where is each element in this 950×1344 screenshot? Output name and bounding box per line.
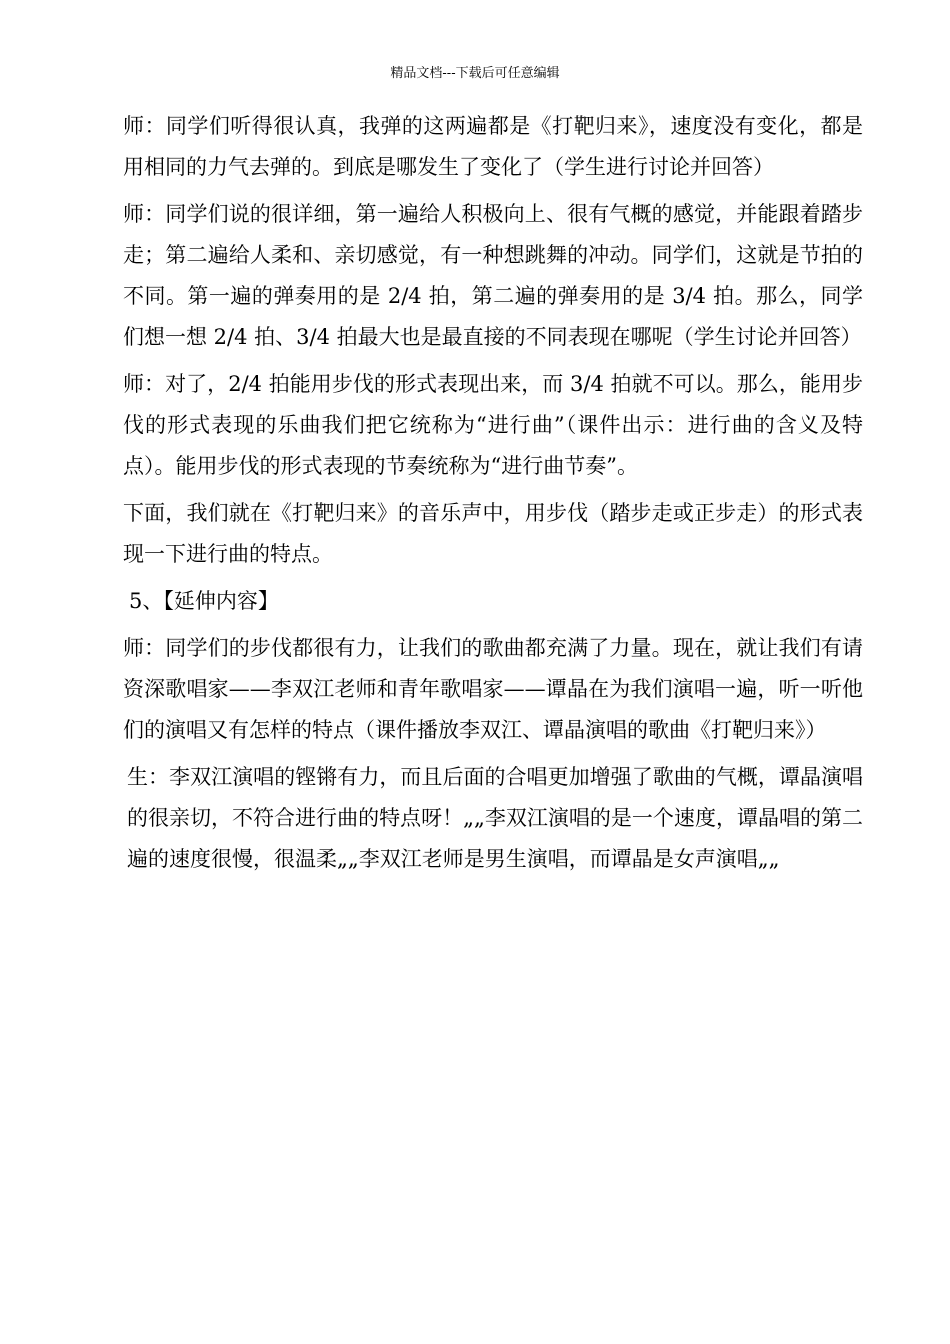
paragraph-teacher-4: 师：同学们的步伐都很有力，让我们的歌曲都充满了力量。现在，就让我们有请资深歌唱家——李双江老师和青年歌唱家——谭晶在为我们演唱一遍，听一听他们的演唱又有怎样的特点（课件播放李双江、谭晶演唱的歌曲《打靶归来》） (123, 636, 863, 742)
paragraph-teacher-3: 师：对了，2/4 拍能用步伐的形式表现出来，而 3/4 拍就不可以。那么，能用步伐的形式表现的乐曲我们把它统称为“进行曲”（课件出示：进行曲的含义及特点）。能用步伐的形式表现的节奏统称为“进行曲节奏”。 (123, 372, 863, 478)
paragraph-teacher-1: 师：同学们听得很认真，我弹的这两遍都是《打靶归来》，速度没有变化，都是用相同的力气去弹的。到底是哪发生了变化了（学生进行讨论并回答） (123, 114, 863, 179)
page-header: 精品文档---下载后可任意编辑 (390, 66, 560, 81)
paragraph-activity: 下面，我们就在《打靶归来》的音乐声中，用步伐（踏步走或正步走）的形式表现一下进行曲的特点。 (123, 501, 863, 566)
paragraph-teacher-2: 师：同学们说的很详细，第一遍给人积极向上、很有气概的感觉，并能跟着踏步走；第二遍给人柔和、亲切感觉，有一种想跳舞的冲动。同学们，这就是节拍的不同。第一遍的弹奏用的是 2/4 拍，第二遍的弹奏用的是 3/4 拍。那么，同学们想一想 2/4 拍、3/4 拍最大也是最直接的不同表现在哪呢（学生讨论并回答） (123, 202, 863, 349)
section-heading: 5、【延伸内容】 (129, 589, 279, 613)
document-body (123, 106, 863, 886)
paragraph-student: 生：李双江演唱的铿锵有力，而且后面的合唱更加增强了歌曲的气概，谭晶演唱的很亲切，不符合进行曲的特点呀！„„李双江演唱的是一个速度，谭晶唱的第二遍的速度很慢，很温柔„„李双江老师是男生演唱，而谭晶是女声演唱„„ (127, 765, 863, 871)
